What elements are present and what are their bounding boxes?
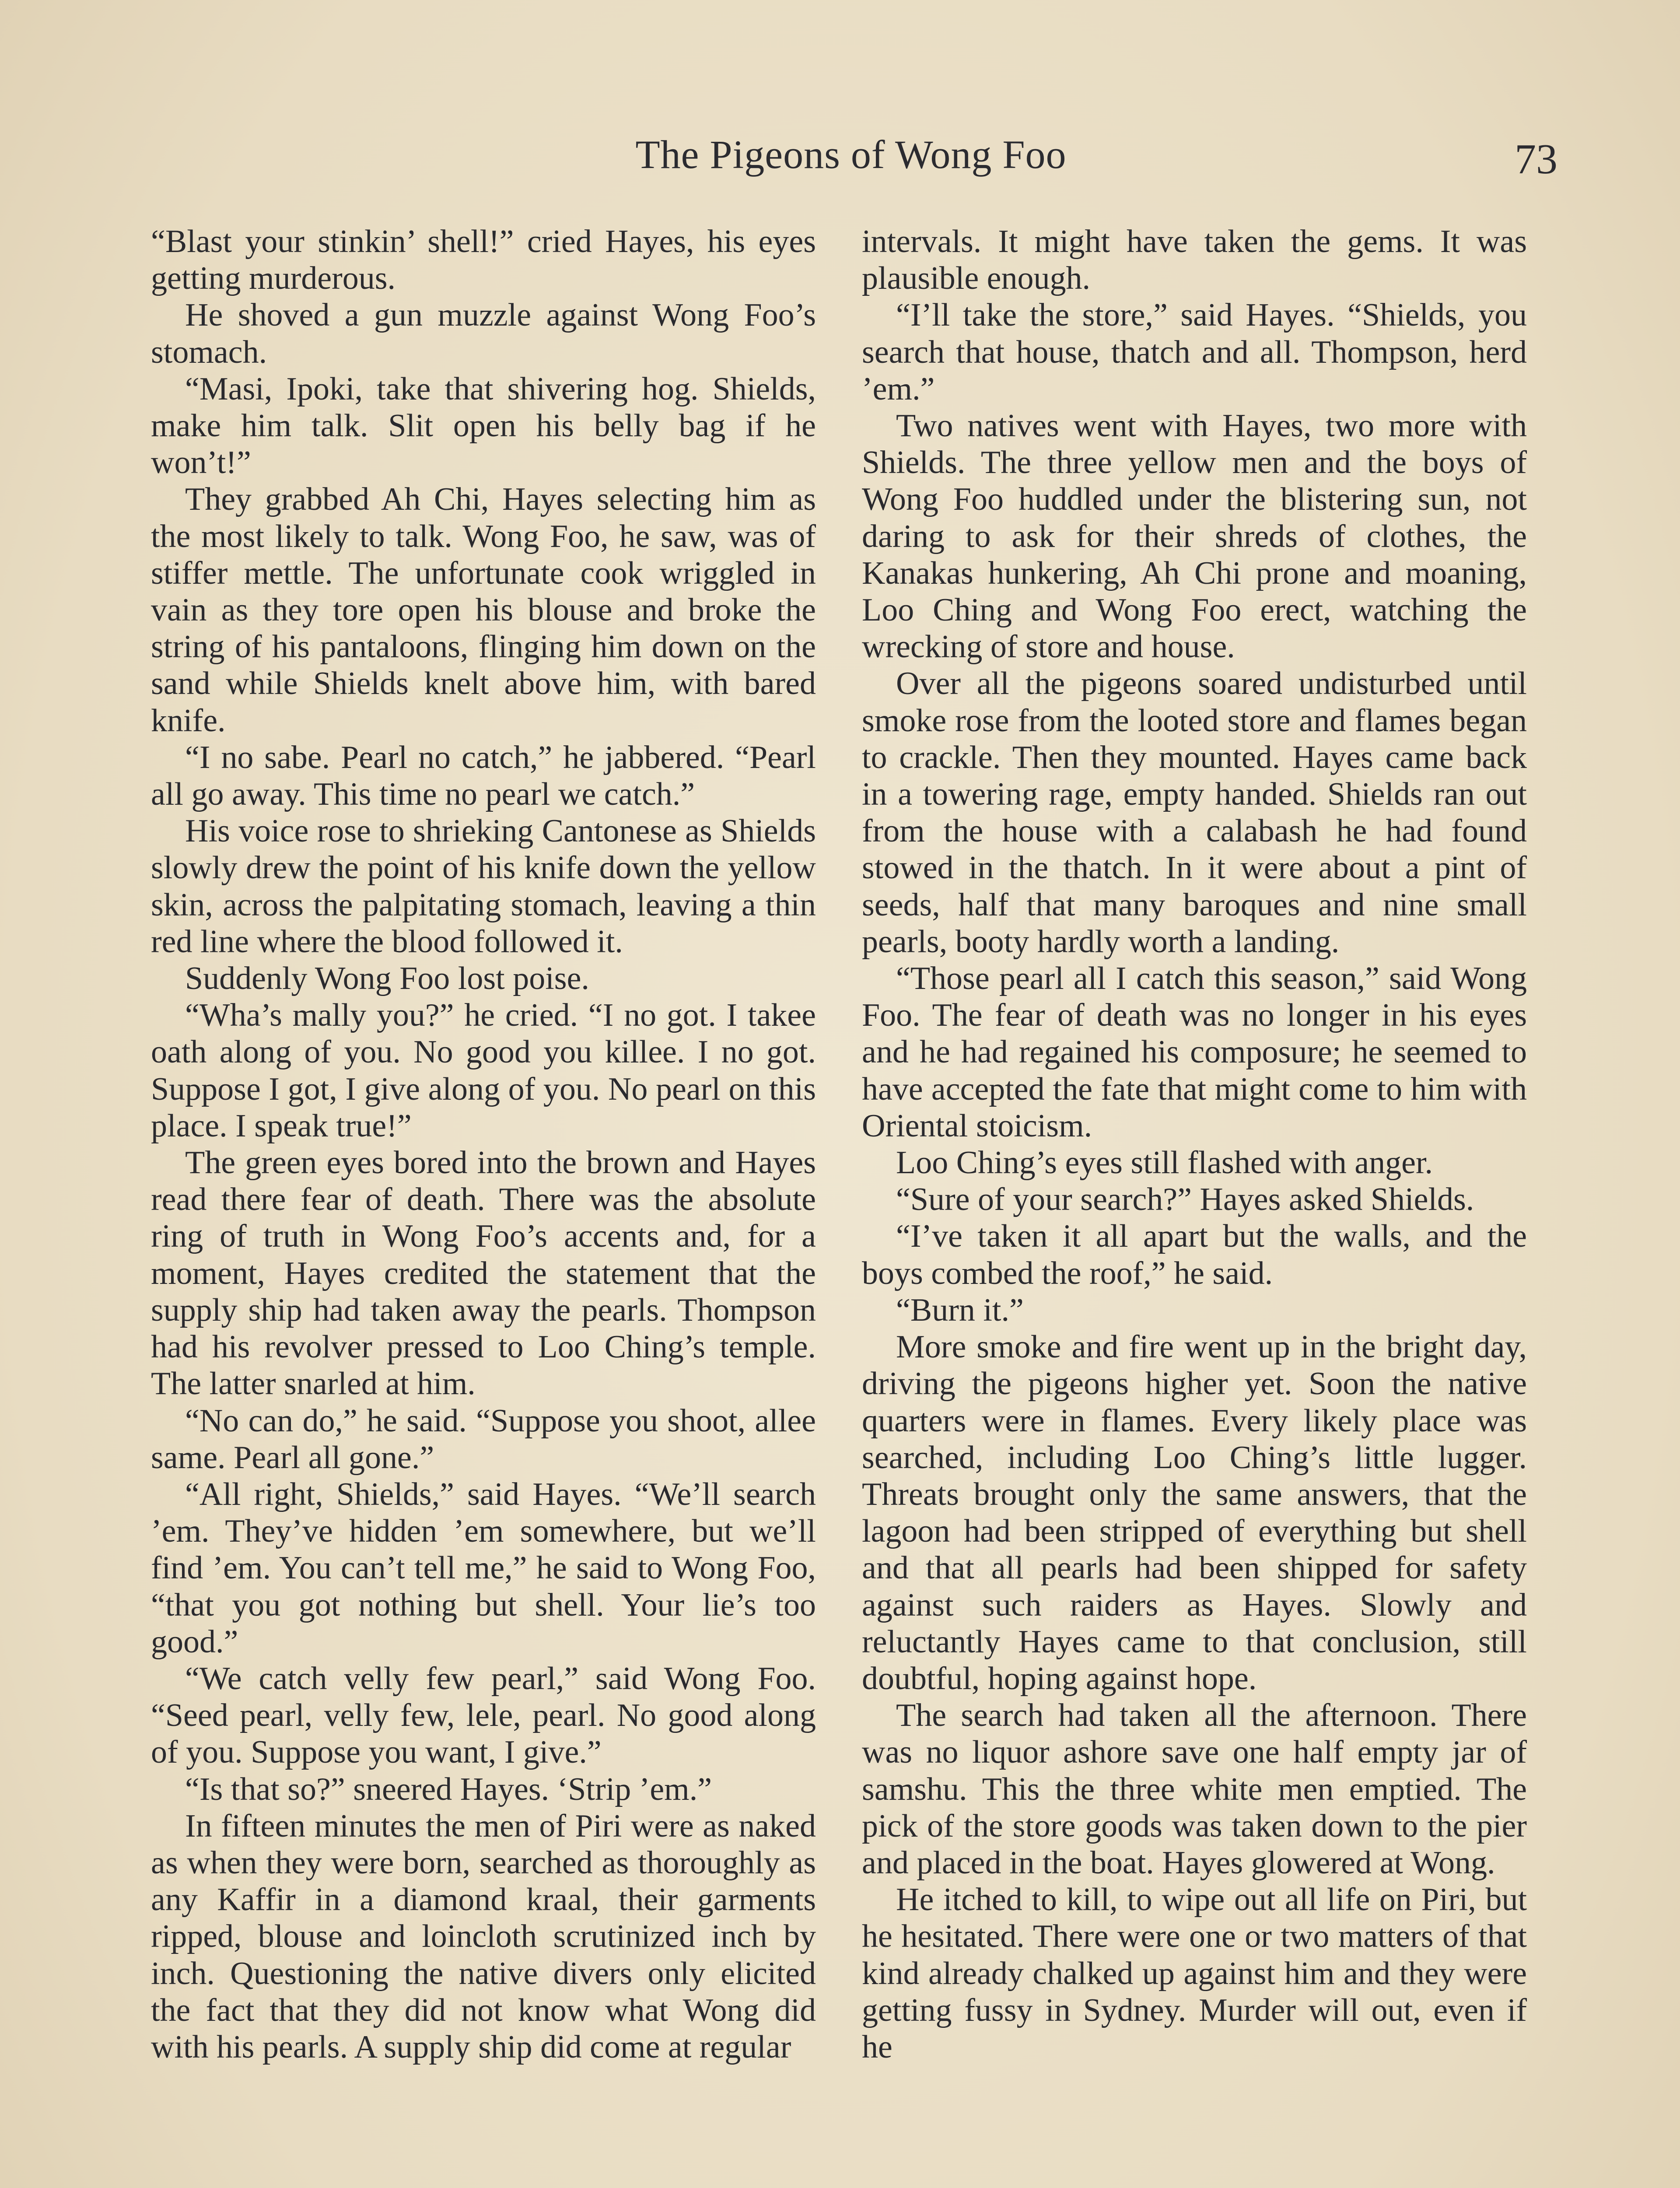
paragraph: In fifteen minutes the men of Piri were as naked as when they were born, searched as thoroughly as any Kaffir in a diamond kraal, their garments ripped, blouse and loincloth scrutinized inch by inch. Questioning the native divers only elicited the fact that they did not know what Wong did with his pearls. A supply ship did come at regular <box>151 1808 816 2065</box>
page-header <box>144 131 1558 197</box>
paragraph: “I’ve taken it all apart but the walls, and the boys combed the roof,” he said. <box>862 1218 1527 1291</box>
left-column <box>151 223 816 2065</box>
paragraph: They grabbed Ah Chi, Hayes selecting him as the most likely to talk. Wong Foo, he saw, was of stiffer mettle. The unfortunate cook wriggled in vain as they tore open his blouse and broke the string of his pantaloons, flinging him down on the sand while Shields knelt above him, with bared knife. <box>151 481 816 739</box>
paragraph: “All right, Shields,” said Hayes. “We’ll search ’em. They’ve hidden ’em somewhere, but we’ll find ’em. You can’t tell me,” he said to Wong Foo, “that you got nothing but shell. Your lie’s too good.” <box>151 1476 816 1660</box>
paragraph: His voice rose to shrieking Cantonese as Shields slowly drew the point of his knife down the yellow skin, across the palpitating stomach, leaving a thin red line where the blood followed it. <box>151 813 816 960</box>
paragraph: The green eyes bored into the brown and Hayes read there fear of death. There was the absolute ring of truth in Wong Foo’s accents and, for a moment, Hayes credited the statement that the supply ship had taken away the pearls. Thompson had his revolver pressed to Loo Ching’s temple. The latter snarled at him. <box>151 1145 816 1402</box>
page-number: 73 <box>1515 136 1558 183</box>
paragraph: “Sure of your search?” Hayes asked Shields. <box>896 1182 1474 1218</box>
paragraph: intervals. It might have taken the gems. It was plausible enough. <box>862 224 1527 297</box>
paragraph: “Blast your stinkin’ shell!” cried Hayes, his eyes getting murderous. <box>151 224 816 297</box>
running-title: The Pigeons of Wong Foo <box>635 132 1067 177</box>
paragraph: “No can do,” he said. “Suppose you shoot, allee same. Pearl all gone.” <box>151 1403 816 1476</box>
paragraph: “I’ll take the store,” said Hayes. “Shields, you search that house, thatch and all. Thompson, herd ’em.” <box>862 297 1527 407</box>
paragraph: “I no sabe. Pearl no catch,” he jabbered. “Pearl all go away. This time no pearl we catch.” <box>151 739 816 813</box>
paragraph: Over all the pigeons soared undisturbed until smoke rose from the looted store and flames began to crackle. Then they mounted. Hayes came back in a towering rage, empty handed. Shields ran out from the house with a calabash he had found stowed in the thatch. In it were about a pint of seeds, half that many baroques and nine small pearls, booty hardly worth a landing. <box>862 666 1527 960</box>
paragraph: “Burn it.” <box>896 1292 1024 1328</box>
paragraph: “Wha’s mally you?” he cried. “I no got. I takee oath along of you. No good you killee. I no got. Suppose I got, I give along of you. No pearl on this place. I speak true!” <box>151 997 816 1144</box>
paragraph: The search had taken all the afternoon. There was no liquor ashore save one half empty jar of samshu. This the three white men emptied. The pick of the store goods was taken down to the pier and placed in the boat. Hayes glowered at Wong. <box>862 1697 1527 1881</box>
paragraph: “We catch velly few pearl,” said Wong Foo. “Seed pearl, velly few, lele, pearl. No good along of you. Suppose you want, I give.” <box>151 1660 816 1771</box>
paragraph: “Masi, Ipoki, take that shivering hog. Shields, make him talk. Slit open his belly bag if he won’t!” <box>151 371 816 481</box>
paragraph: More smoke and fire went up in the bright day, driving the pigeons higher yet. Soon the native quarters were in flames. Every likely place was searched, including Loo Ching’s little lugger. Threats brought only the same answers, that the lagoon had been stripped of everything but shell and that all pearls had been shipped for safety against such raiders as Hayes. Slowly and reluctantly Hayes came to that conclusion, still doubtful, hoping against hope. <box>862 1329 1527 1697</box>
paragraph: Two natives went with Hayes, two more with Shields. The three yellow men and the boys of Wong Foo huddled under the blistering sun, not daring to ask for their shreds of clothes, the Kanakas hunkering, Ah Chi prone and moaning, Loo Ching and Wong Foo erect, watching the wrecking of store and house. <box>862 408 1527 665</box>
paragraph: “Those pearl all I catch this season,” said Wong Foo. The fear of death was no longer in his eyes and he had regained his composure; he seemed to have accepted the fate that might come to him with Oriental stoicism. <box>862 961 1527 1144</box>
paragraph: Loo Ching’s eyes still flashed with anger. <box>896 1145 1433 1181</box>
paragraph: Suddenly Wong Foo lost poise. <box>185 961 589 997</box>
paragraph: “Is that so?” sneered Hayes. ‘Strip ’em.” <box>185 1771 712 1807</box>
right-column <box>862 223 1527 2065</box>
paragraph: He shoved a gun muzzle against Wong Foo’s stomach. <box>151 297 816 370</box>
paragraph: He itched to kill, to wipe out all life on Piri, but he hesitated. There were one or two matters of that kind already chalked up against him and they were getting fussy in Sydney. Murder will out, even if he <box>862 1882 1527 2065</box>
